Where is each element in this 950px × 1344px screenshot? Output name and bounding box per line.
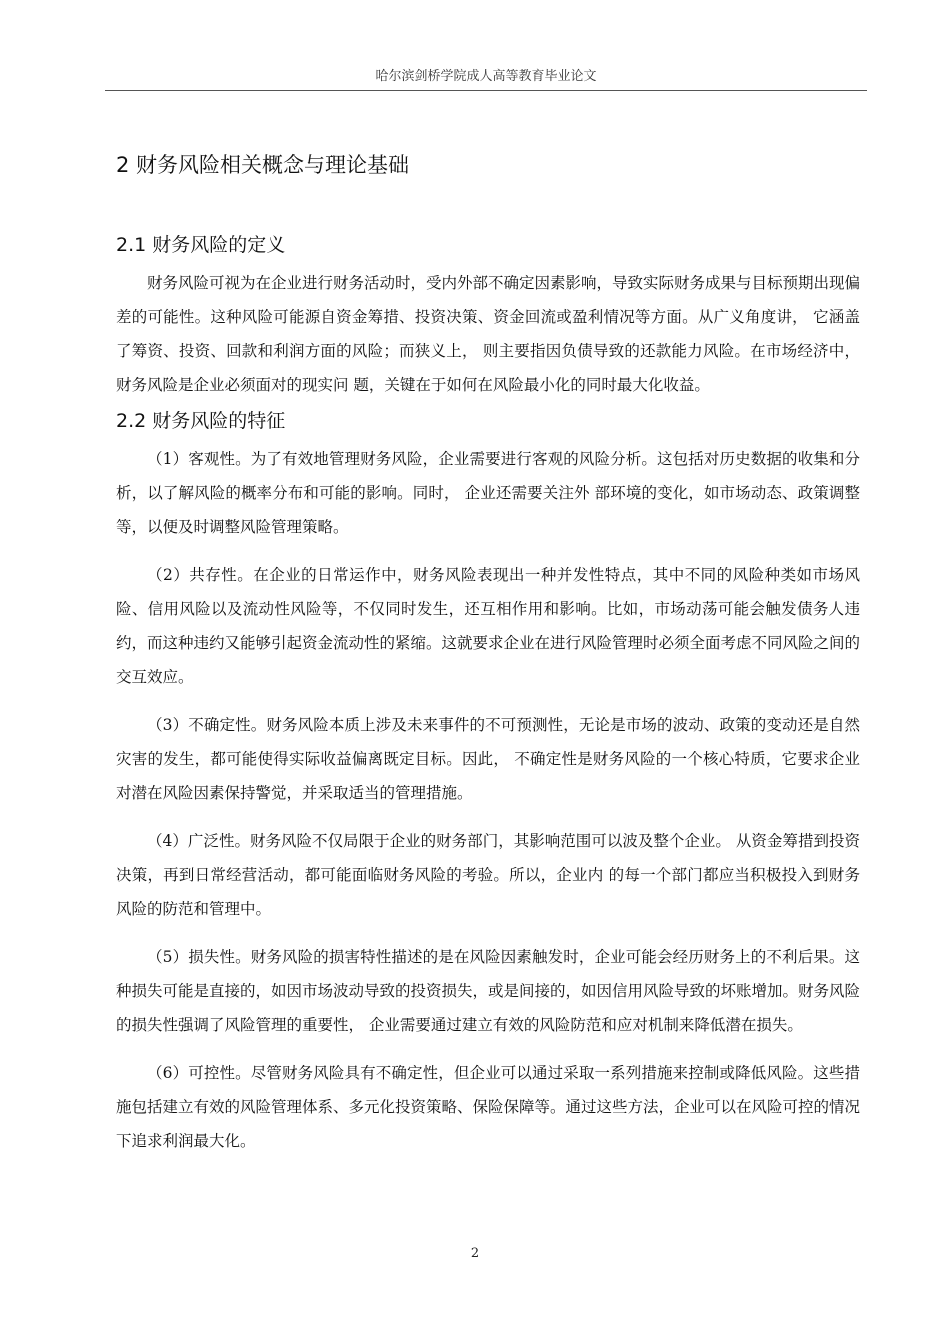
running-header: 哈尔滨剑桥学院成人高等教育毕业论文: [375, 69, 597, 84]
definition-paragraph: 财务风险可视为在企业进行财务活动时，受内外部不确定因素影响，导致实际财务成果与目标预期出现偏差的可能性。这种风险可能源自资金筹措、投资决策、资金回流或盈利情况等方面。从广义角度讲， 它涵盖了筹资、投资、回款和利润方面的风险；而狭义上， 则主要指因负债导致的还款能力风险。在市场经济中， 财务风险是企业必须面对的现实问 题，关键在于如何在风险最小化的同时最大化收益。: [116, 274, 861, 394]
header-divider: [105, 90, 867, 91]
section-title-definition: 2.1 财务风险的定义: [116, 234, 286, 256]
characteristic-objectivity: （1）客观性。为了有效地管理财务风险，企业需要进行客观的风险分析。这包括对历史数据的收集和分析，以了解风险的概率分布和可能的影响。同时， 企业还需要关注外 部环境的变化，如市场动态、政策调整等，以便及时调整风险管理策略。: [116, 450, 860, 536]
page-number: 2: [470, 1246, 480, 1261]
characteristic-controllability: （6）可控性。尽管财务风险具有不确定性，但企业可以通过采取一系列措施来控制或降低风险。这些措施包括建立有效的风险管理体系、多元化投资策略、保险保障等。通过这些方法，企业可以在风险可控的情况下追求利润最大化。: [116, 1064, 861, 1150]
page-body: [116, 148, 860, 1172]
section-title-characteristics: 2.2 财务风险的特征: [116, 410, 286, 432]
characteristic-uncertainty: （3）不确定性。财务风险本质上涉及未来事件的不可预测性，无论是市场的波动、政策的变动还是自然灾害的发生，都可能使得实际收益偏离既定目标。因此， 不确定性是财务风险的一个核心特质，它要求企业对潜在风险因素保持警觉，并采取适当的管理措施。: [116, 716, 860, 802]
characteristic-universality: （4）广泛性。财务风险不仅局限于企业的财务部门，其影响范围可以波及整个企业。 从资金筹措到投资决策，再到日常经营活动，都可能面临财务风险的考验。所以，企业内 的每一个部门都应当积极投入到财务风险的防范和管理中。: [116, 832, 860, 918]
characteristic-loss: （5）损失性。财务风险的损害特性描述的是在风险因素触发时，企业可能会经历财务上的不利后果。这种损失可能是直接的，如因市场波动导致的投资损失，或是间接的，如因信用风险导致的坏账增加。财务风险的损失性强调了风险管理的重要性， 企业需要通过建立有效的风险防范和应对机制来降低潜在损失。: [116, 948, 861, 1034]
chapter-title: 2 财务风险相关概念与理论基础: [116, 153, 410, 177]
characteristic-coexistence: （2）共存性。在企业的日常运作中，财务风险表现出一种并发性特点，其中不同的风险种类如市场风险、信用风险以及流动性风险等，不仅同时发生，还互相作用和影响。比如，市场动荡可能会触发债务人违约，而这种违约又能够引起资金流动性的紧缩。这就要求企业在进行风险管理时必须全面考虑不同风险之间的交互效应。: [116, 566, 861, 686]
